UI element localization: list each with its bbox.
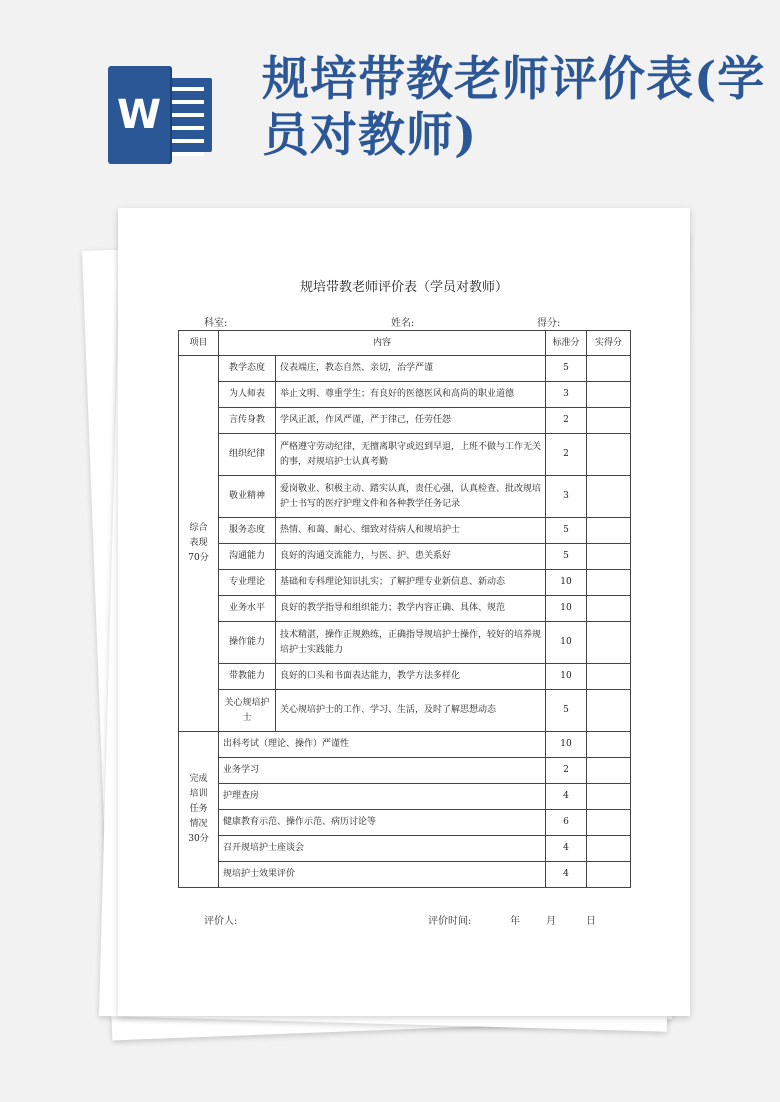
actual-score-field[interactable] xyxy=(587,784,631,810)
item-content: 关心规培护士的工作、学习、生活，及时了解思想动态 xyxy=(276,690,546,732)
actual-score-field[interactable] xyxy=(587,690,631,732)
item-content: 召开规培护士座谈会 xyxy=(219,836,546,862)
standard-score: 2 xyxy=(546,434,587,476)
item-content: 爱岗敬业、积极主动、踏实认真，责任心强，认真检查、批改规培护士书写的医疗护理文件和各种教学任务记录 xyxy=(276,476,546,518)
department-label: 科室: xyxy=(204,318,228,329)
item-label: 专业理论 xyxy=(219,570,276,596)
item-content: 学风正派，作风严谨，严于律己，任劳任怨 xyxy=(276,408,546,434)
item-label: 操作能力 xyxy=(219,622,276,664)
actual-score-field[interactable] xyxy=(587,596,631,622)
item-content: 健康教育示范、操作示范、病历讨论等 xyxy=(219,810,546,836)
category-cell xyxy=(179,732,219,888)
name-label: 姓名: xyxy=(391,318,415,329)
page-headline: 规培带教老师评价表(学员对教师) xyxy=(262,52,766,163)
word-logo-letter: W xyxy=(116,92,162,138)
item-content: 规培护士效果评价 xyxy=(219,862,546,888)
evaluator-label: 评价人: xyxy=(204,916,238,927)
item-content: 技术精湛，操作正规熟练，正确指导规培护士操作，较好的培养规培护士实践能力 xyxy=(276,622,546,664)
table-row xyxy=(179,518,631,544)
category-line: 完成 xyxy=(189,774,208,784)
day-label: 日 xyxy=(586,916,596,927)
standard-score: 6 xyxy=(546,810,587,836)
section-training-tasks xyxy=(179,732,631,888)
table-row xyxy=(179,690,631,732)
standard-score: 5 xyxy=(546,690,587,732)
table-row xyxy=(179,810,631,836)
table-row xyxy=(179,862,631,888)
actual-score-field[interactable] xyxy=(587,476,631,518)
actual-score-field[interactable] xyxy=(587,758,631,784)
standard-score: 5 xyxy=(546,544,587,570)
standard-score: 10 xyxy=(546,732,587,758)
actual-score-field[interactable] xyxy=(587,732,631,758)
actual-score-field[interactable] xyxy=(587,664,631,690)
actual-score-field[interactable] xyxy=(587,836,631,862)
standard-score: 4 xyxy=(546,862,587,888)
item-content: 业务学习 xyxy=(219,758,546,784)
table-row xyxy=(179,664,631,690)
table-row xyxy=(179,544,631,570)
table-header-row xyxy=(179,331,631,356)
table-row xyxy=(179,836,631,862)
category-line: 任务 xyxy=(189,804,208,814)
category-line: 情况 xyxy=(189,819,208,829)
table-row xyxy=(179,434,631,476)
table-row xyxy=(179,758,631,784)
standard-score: 10 xyxy=(546,596,587,622)
actual-score-field[interactable] xyxy=(587,382,631,408)
table-row xyxy=(179,732,631,758)
score-label: 得分: xyxy=(537,318,561,329)
evaluation-table xyxy=(178,330,631,888)
item-label: 敬业精神 xyxy=(219,476,276,518)
actual-score-field[interactable] xyxy=(587,544,631,570)
item-content: 护理查房 xyxy=(219,784,546,810)
item-content: 出科考试（理论、操作）严谨性 xyxy=(219,732,546,758)
evaluation-time-label: 评价时间: xyxy=(428,916,472,927)
item-content: 良好的教学指导和组织能力；教学内容正确、具体、规范 xyxy=(276,596,546,622)
category-line: 培训 xyxy=(189,789,208,799)
table-row xyxy=(179,596,631,622)
standard-score: 10 xyxy=(546,570,587,596)
actual-score-field[interactable] xyxy=(587,434,631,476)
header-standard-score: 标准分 xyxy=(546,331,587,356)
standard-score: 5 xyxy=(546,356,587,382)
category-cell xyxy=(179,356,219,732)
table-row xyxy=(179,382,631,408)
standard-score: 4 xyxy=(546,784,587,810)
standard-score: 4 xyxy=(546,836,587,862)
header-content: 内容 xyxy=(219,331,546,356)
standard-score: 3 xyxy=(546,476,587,518)
header-item: 项目 xyxy=(179,331,219,356)
standard-score: 10 xyxy=(546,622,587,664)
standard-score: 10 xyxy=(546,664,587,690)
table-row xyxy=(179,476,631,518)
item-content: 严格遵守劳动纪律，无擅离职守或迟到早退，上班不做与工作无关的事，对规培护士认真考勤 xyxy=(276,434,546,476)
standard-score: 5 xyxy=(546,518,587,544)
item-label: 沟通能力 xyxy=(219,544,276,570)
item-label: 带教能力 xyxy=(219,664,276,690)
word-app-icon xyxy=(108,66,212,164)
actual-score-field[interactable] xyxy=(587,570,631,596)
header-actual-score: 实得分 xyxy=(587,331,631,356)
category-line: 表现 xyxy=(189,538,208,548)
form-title: 规培带教老师评价表（学员对教师） xyxy=(299,280,508,295)
table-row xyxy=(179,784,631,810)
evaluation-form-sheet xyxy=(118,208,690,1016)
table-row xyxy=(179,570,631,596)
table-row xyxy=(179,408,631,434)
item-content: 良好的沟通交流能力，与医、护、患关系好 xyxy=(276,544,546,570)
category-line: 70分 xyxy=(188,553,209,563)
item-label: 关心规培护士 xyxy=(219,690,276,732)
item-content: 仪表端庄，教态自然、亲切，治学严谨 xyxy=(276,356,546,382)
item-label: 教学态度 xyxy=(219,356,276,382)
table-row xyxy=(179,622,631,664)
actual-score-field[interactable] xyxy=(587,408,631,434)
standard-score: 3 xyxy=(546,382,587,408)
actual-score-field[interactable] xyxy=(587,518,631,544)
item-label: 服务态度 xyxy=(219,518,276,544)
standard-score: 2 xyxy=(546,758,587,784)
item-label: 言传身教 xyxy=(219,408,276,434)
category-line: 30分 xyxy=(188,834,209,844)
item-label: 为人师表 xyxy=(219,382,276,408)
item-content: 良好的口头和书面表达能力，教学方法多样化 xyxy=(276,664,546,690)
actual-score-field[interactable] xyxy=(587,622,631,664)
section-comprehensive xyxy=(179,356,631,732)
category-line: 综合 xyxy=(189,523,208,533)
item-label: 组织纪律 xyxy=(219,434,276,476)
item-content: 热情、和蔼、耐心、细致对待病人和规培护士 xyxy=(276,518,546,544)
item-content: 基础和专科理论知识扎实；了解护理专业新信息、新动态 xyxy=(276,570,546,596)
standard-score: 2 xyxy=(546,408,587,434)
word-badge xyxy=(108,66,170,164)
item-label: 业务水平 xyxy=(219,596,276,622)
table-row xyxy=(179,356,631,382)
actual-score-field[interactable] xyxy=(587,862,631,888)
actual-score-field[interactable] xyxy=(587,810,631,836)
month-label: 月 xyxy=(546,916,556,927)
actual-score-field[interactable] xyxy=(587,356,631,382)
year-label: 年 xyxy=(510,916,520,927)
item-content: 举止文明、尊重学生；有良好的医德医风和高尚的职业道德 xyxy=(276,382,546,408)
